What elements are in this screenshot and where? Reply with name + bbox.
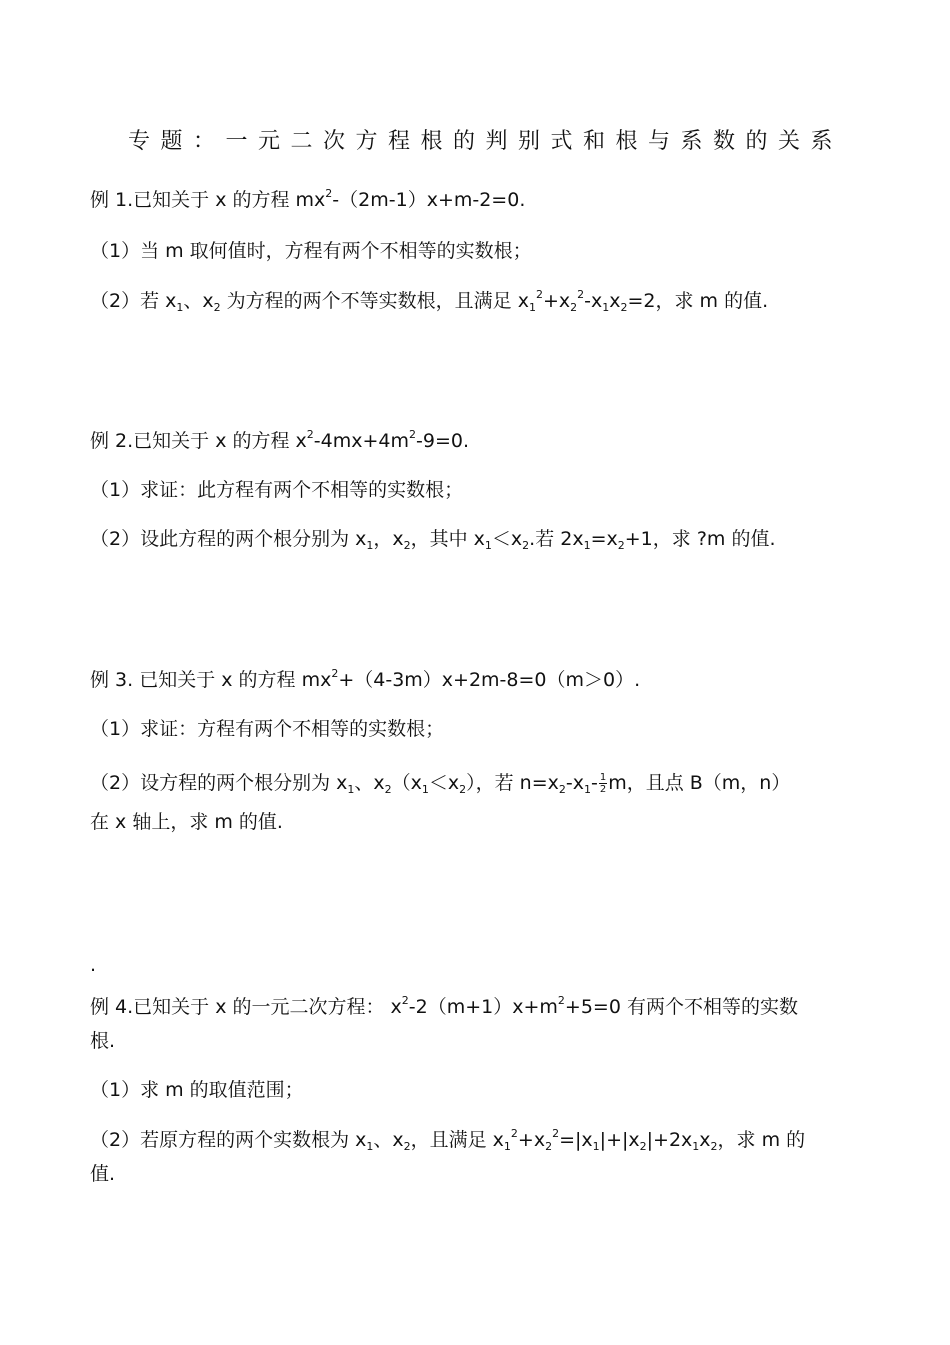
stray-dot: . [90,954,97,976]
page-title: 专题：一元二次方程根的判别式和根与系数的关系 [128,129,844,154]
example-2-question-2: （2）设此方程的两个根分别为 $x_1$，$x_2$，其中 $x_1<x_2$.若 $2x_1=x_2+1$，求 ?m 的值. [90,528,776,552]
example-3-question-2: （2）设方程的两个根分别为 $x_1$、$x_2(x_1<x_2)$，若 $n=x_2-x_1-$ $\frac{1}{2}$ m，且点 B（m，n） [90,772,791,796]
example-4-question-2-continued: 值. [90,1163,116,1185]
example-1-question-1: （1）当 m 取何值时，方程有两个不相等的实数根； [90,240,532,262]
fraction-one-half: $\frac{1}{2}$ [599,772,607,795]
example-4-question-1: （1）求 m 的取值范围； [90,1079,304,1101]
example-2-question-1: （1）求证：此方程有两个不相等的实数根； [90,479,464,501]
example-3-question-1: （1）求证：方程有两个不相等的实数根； [90,718,445,740]
example-4-stem: 例 4.已知关于 x 的一元二次方程： $x^2-2(m+1)x+m^2+5=0$ 有两个不相等的实数 [90,994,798,1018]
example-3-question-2-continued: 在 x 轴上，求 m 的值. [90,811,283,833]
example-3-stem: 例 3. 已知关于 x 的方程 $mx^2+(4-3m)x+2m-8=0(m>0)$. [90,667,641,691]
example-1-question-2: （2）若 $x_1$、$x_2$ 为方程的两个不等实数根，且满足 $x_1^2+x_2^2-x_1x_2=2$，求 m 的值. [90,288,769,314]
example-1-stem: 例 1.已知关于 x 的方程 $mx^2-(2m-1)x+m-2=0$. [90,187,526,211]
example-2-stem: 例 2.已知关于 x 的方程 $x^2-4mx+4m^2-9=0$. [90,428,469,452]
example-4-stem-continued: 根. [90,1030,116,1052]
example-4-question-2: （2）若原方程的两个实数根为 $x_1$、$x_2$，且满足 $x_1^2+x_2^2=|x_1|+|x_2|+2x_1x_2$，求 m 的 [90,1127,806,1153]
